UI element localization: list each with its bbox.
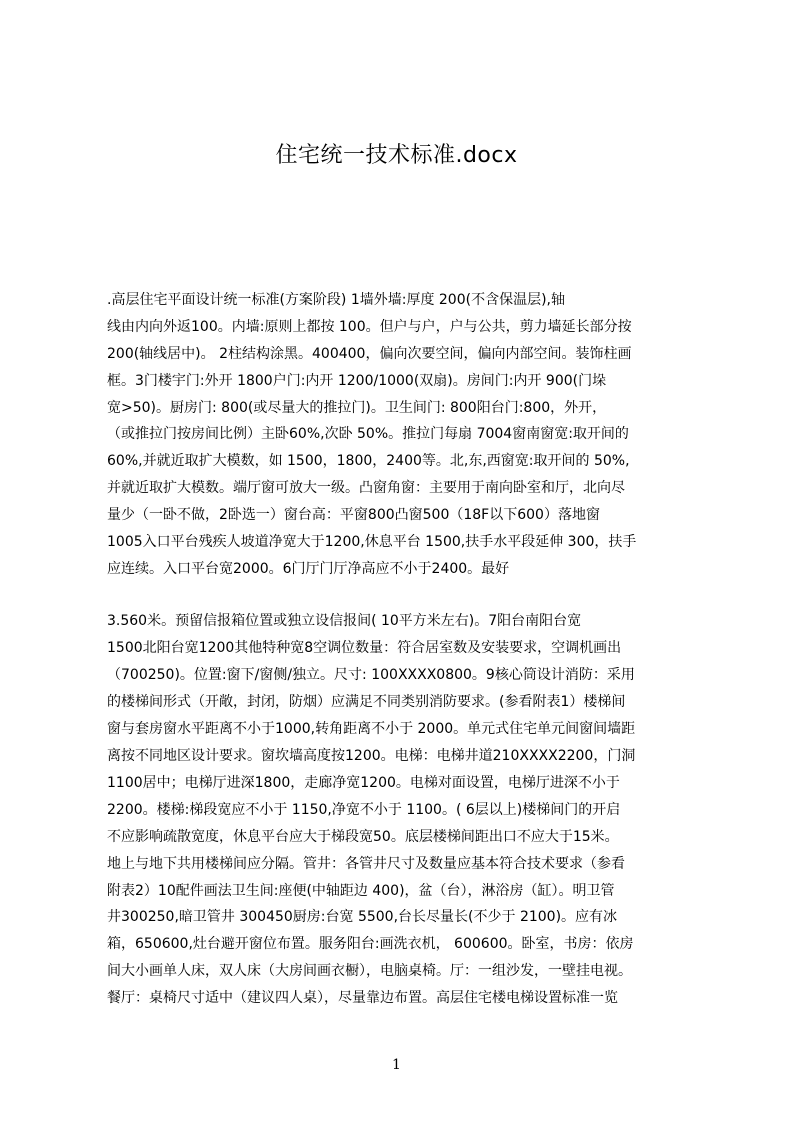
text-line: 1005入口平台残疾人坡道净宽大于1200,休息平台 1500,扶手水平段延伸 300，扶手 [107,534,637,550]
text-line: 间大小画单人床，双人床（大房间画衣橱），电脑桌椅。厅：一组沙发，一壁挂电视。 [107,963,632,979]
text-line: 餐厅：桌椅尺寸适中（建议四人桌），尽量靠边布置。高层住宅楼电梯设置标准一览 [107,990,618,1006]
text-line: （或推拉门按房间比例）主卧60%,次卧 50%。推拉门每扇 7004窗南窗宽:取开间的 [107,426,629,442]
text-line: 宽>50)。厨房门: 800(或尽量大的推拉门)。卫生间门: 800阳台门:800，外开， [107,400,607,416]
text-line: 1100居中；电梯厅进深1800，走廊净宽1200。电梯对面设置，电梯厅进深不小于 [107,775,620,791]
text-line: 2200。楼梯:梯段宽应不小于 1150,净宽不小于 1100。( 6层以上)楼梯间门的开启 [107,802,621,818]
text-line: 附表2）10配件画法卫生间:座便(中轴距边 400)，盆（台），淋浴房（缸）。明卫管 [107,883,615,899]
text-line: 3.560米。预留信报箱位置或独立设信报间( 10平方米左右)。7阳台南阳台宽 [107,613,582,629]
text-line: 不应影响疏散宽度，休息平台应大于梯段宽50。底层楼梯间距出口不应大于15米。 [107,829,619,845]
text-line: 应连续。入口平台宽2000。6门厅门厅净高应不小于2400。最好 [107,561,510,577]
text-line: 的楼梯间形式（开敞，封闭，防烟）应满足不同类别消防要求。(参看附表1）楼梯间 [107,694,626,710]
text-line: 1500北阳台宽1200其他特种宽8空调位数量：符合居室数及安装要求，空调机画出 [107,640,622,656]
text-line: 线由内向外返100。内墙:原则上都按 100。但户与户，户与公共，剪力墙延长部分按 [107,319,632,335]
text-line: 框。3门楼宇门:外开 1800户门:内开 1200/1000(双扇)。房间门:内开 900(门垛 [107,373,607,389]
text-line: 窗与套房窗水平距离不小于1000,转角距离不小于 2000。单元式住宅单元间窗间墙距 [107,721,636,737]
page-number: 1 [392,1057,401,1073]
text-line: 井300250,暗卫管井 300450厨房:台宽 5500,台长尽量长(不少于 2100)。应有冰 [107,909,618,925]
text-line: 地上与地下共用楼梯间应分隔。管井：各管井尺寸及数量应基本符合技术要求（参看 [107,856,625,872]
document-title: 住宅统一技术标准.docx [275,143,518,168]
text-line: .高层住宅平面设计统一标准(方案阶段) 1墙外墙:厚度 200(不含保温层),轴 [107,292,565,308]
text-line: 量少（一卧不做，2卧选一）窗台高：平窗800凸窗500（18F以下600）落地窗 [107,507,600,523]
text-line: 200(轴线居中)。 2柱结构涂黑。400400，偏向次要空间，偏向内部空间。装饰柱画 [107,346,632,362]
text-line: 并就近取扩大模数。端厅窗可放大一级。凸窗角窗：主要用于南向卧室和厅，北向尽 [107,480,625,496]
text-line: 60%,并就近取扩大模数，如 1500，1800，2400等。北,东,西窗宽:取开间的 50%, [107,453,630,469]
text-line: 箱，650600,灶台避开窗位布置。服务阳台:画洗衣机， 600600。卧室，书房：依房 [107,936,634,952]
text-line: （700250)。位置:窗下/窗侧/独立。尺寸: 100XXXX0800。9核心筒设计消防：采用 [107,667,635,683]
text-line: 离按不同地区设计要求。窗坎墙高度按1200。电梯：电梯井道210XXXX2200，门洞 [107,748,636,764]
